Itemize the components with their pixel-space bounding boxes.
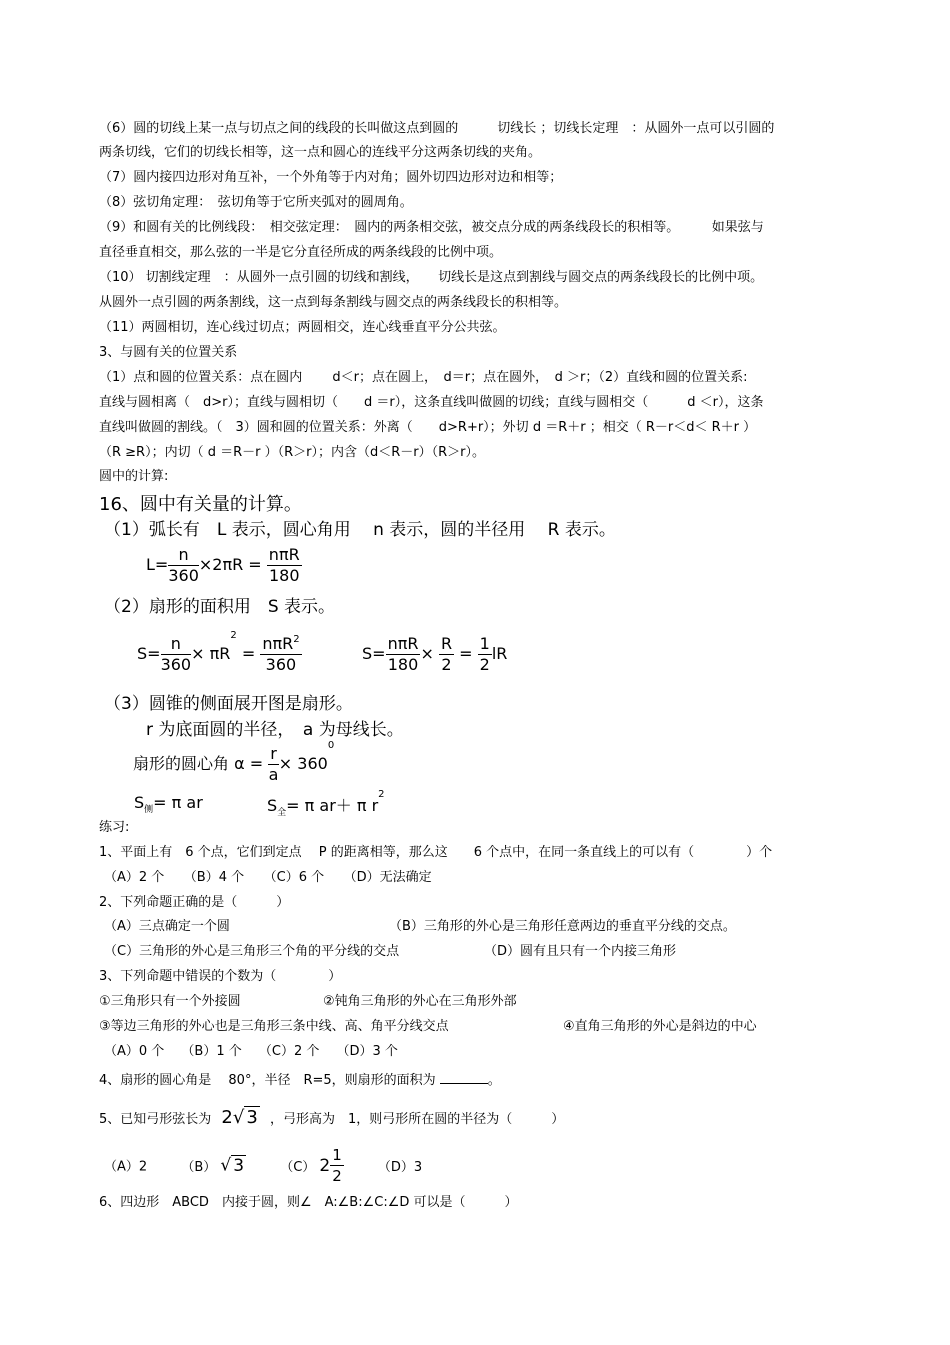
note-line: 从圆外一点引圆的两条割线，这一点到每条割线与圆交点的两条线段长的积相等。	[99, 295, 568, 310]
question-3-item-4: ④直角三角形的外心是斜边的中心	[563, 1019, 757, 1034]
question-3-options: （A）0 个 （B）1 个 （C）2 个 （D）3 个	[104, 1044, 398, 1059]
note-line: （8）弦切角定理： 弦切角等于它所夹弧对的圆周角。	[99, 195, 413, 210]
question-5	[99, 1107, 565, 1128]
option-d: （D）3	[377, 1159, 423, 1175]
exercise-label: 练习:	[99, 820, 130, 835]
note-line: 圆中的计算:	[99, 469, 169, 484]
sector-area-formula-2: S= $\frac{\text{nπR}}{180}$ × $\frac{R}{2}$ = $\frac{1}{2}$ lR	[362, 634, 508, 674]
note-line: 直径垂直相交，那么弦的一半是它分直径所成的两条线段的比例中项。	[99, 245, 503, 260]
answer-blank	[440, 1070, 488, 1084]
calc-paragraph: （2）扇形的面积用 S 表示。	[104, 597, 336, 617]
note-line: （11）两圆相切，连心线过切点；两圆相交，连心线垂直平分公共弦。	[99, 320, 506, 335]
side-subscript: 侧	[144, 805, 154, 816]
question-1: 1、平面上有 6 个点，它们到定点 P 的距离相等，那么这 6 个点中，在同一条直线上的可以有（ ）个	[99, 845, 773, 860]
sqrt-expression: 2√ 3	[221, 1107, 258, 1128]
total-area-formula: $S_全= \pi$ ar＋ π $r^2$	[267, 789, 385, 819]
note-line: 直线叫做圆的割线。（ 3）圆和圆的位置关系：外离（ d>R+r）；外切 d ＝R＋r ；相交（ R－r＜d＜ R＋r ）	[99, 420, 757, 435]
lateral-area-formula: $S_侧= \pi$ ar	[134, 793, 203, 816]
option-c-value: 2 $\frac{1}{2}$	[319, 1146, 342, 1185]
question-2-option-a: （A）三点确定一个圆	[104, 919, 230, 934]
question-3-item-1: ①三角形只有一个外接圆	[99, 994, 241, 1009]
sector-area-formula: S= $\frac{n}{360}$ × $\pi R^2$ = $\frac{n\pi R^2}{360}$	[137, 630, 300, 674]
question-2-option-b: （B）三角形的外心是三角形任意两边的垂直平分线的交点。	[389, 919, 736, 934]
option-b-value: √ 3	[220, 1155, 245, 1176]
question-3-item-3: ③等边三角形的外心也是三角形三条中线、高、角平分线交点	[99, 1019, 449, 1034]
question-6: 6、四边形 ABCD 内接于圆，则∠ A:∠B:∠C:∠D 可以是（ ）	[99, 1195, 518, 1210]
note-line: 两条切线，它们的切线长相等，这一点和圆心的连线平分这两条切线的夹角。	[99, 145, 542, 160]
question-4-text: 4、扇形的圆心角是 80°，半径 R=5，则扇形的面积为	[99, 1073, 436, 1088]
question-5-text-b: ，弓形高为 1，则弓形所在圆的半径为（ ）	[269, 1112, 565, 1127]
note-line: （6）圆的切线上某一点与切点之间的线段的长叫做这点到圆的 切线长 ；切线长定理 ：从圆外一点可以引圆的	[99, 121, 775, 136]
question-2-option-c: （C）三角形的外心是三角形三个角的平分线的交点	[104, 944, 400, 959]
question-3: 3、下列命题中错误的个数为（ ）	[99, 969, 342, 984]
calc-paragraph: r 为底面圆的半径， a 为母线长。	[146, 720, 404, 740]
option-b: （B）	[181, 1159, 217, 1175]
question-5-options	[104, 1145, 422, 1188]
note-line: （R ≥R）；内切（ d ＝R－r ）（R＞r）；内含（d＜R－r）（R＞r）。	[99, 445, 486, 460]
note-line: （9）和圆有关的比例线段： 相交弦定理： 圆内的两条相交弦，被交点分成的两条线段长的积相等。 如果弦与	[99, 220, 764, 235]
arc-length-formula: L= $\frac{n}{360}$ ×2πR = $\frac{\text{nπR}}{180}$	[146, 545, 300, 585]
full-subscript: 全	[277, 808, 287, 819]
question-4	[99, 1070, 501, 1089]
question-1-options: （A）2 个 （B）4 个 （C）6 个 （D）无法确定	[104, 870, 432, 885]
option-c: （C）	[280, 1159, 316, 1175]
cone-angle-formula: 扇形的圆心角 α = $\frac{r}{a}$ × $360^0$	[133, 740, 335, 784]
question-3-item-2: ②钝角三角形的外心在三角形外部	[323, 994, 517, 1009]
calc-heading: 16、圆中有关量的计算。	[99, 494, 302, 515]
option-a: （A）2	[104, 1159, 148, 1175]
calc-paragraph: （3）圆锥的侧面展开图是扇形。	[104, 694, 353, 714]
note-line: 直线与圆相离（ d>r）；直线与圆相切（ d ＝r），这条直线叫做圆的切线；直线与圆相交（ d ＜r），这条	[99, 395, 764, 410]
note-line: （10） 切割线定理 ：从圆外一点引圆的切线和割线， 切线长是这点到割线与圆交点的两条线段长的比例中项。	[99, 270, 764, 285]
section-heading: 3、与圆有关的位置关系	[99, 345, 238, 360]
question-5-text-a: 5、已知弓形弦长为	[99, 1112, 212, 1127]
note-line: （1）点和圆的位置关系：点在圆内 d＜r；点在圆上， d＝r；点在圆外， d ＞r；（2）直线和圆的位置关系:	[99, 370, 748, 385]
question-2-option-d: （D）圆有且只有一个内接三角形	[484, 944, 677, 959]
angle-label: 扇形的圆心角 α	[133, 754, 245, 773]
calc-paragraph: （1）弧长有 L 表示，圆心角用 n 表示，圆的半径用 R 表示。	[104, 520, 616, 540]
note-line: （7）圆内接四边形对角互补，一个外角等于内对角；圆外切四边形对边和相等；	[99, 170, 563, 185]
question-2: 2、下列命题正确的是（ ）	[99, 895, 290, 910]
question-4-end: 。	[487, 1073, 501, 1088]
